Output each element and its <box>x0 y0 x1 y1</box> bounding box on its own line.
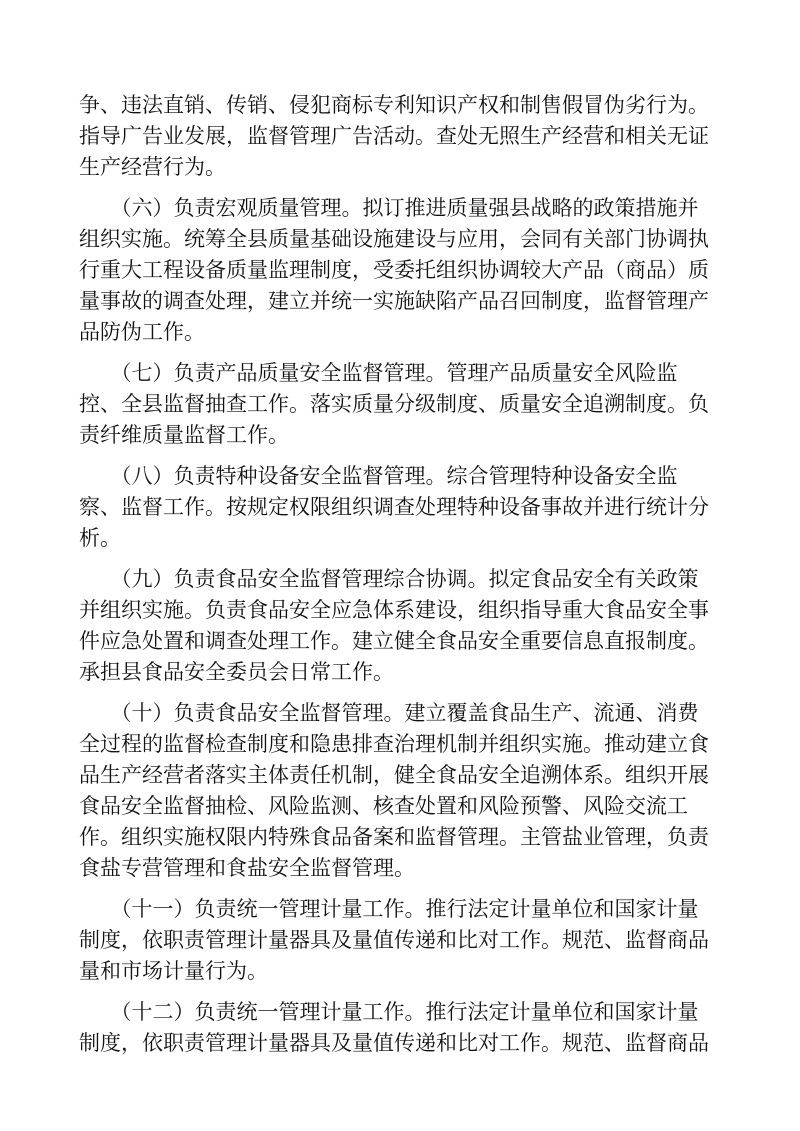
text-line: 责纤维质量监督工作。 <box>79 423 289 447</box>
text-line: （十二）负责统一管理计量工作。推行法定计量单位和国家计量 <box>79 1000 699 1024</box>
text-line: 察、监督工作。按规定权限组织调查处理特种设备事故并进行统计分 <box>79 495 709 519</box>
paragraph-item-10 <box>79 698 724 884</box>
document-body <box>79 90 724 1059</box>
text-line: 争、违法直销、传销、侵犯商标专利知识产权和制售假冒伪劣行为。 <box>79 93 709 117</box>
paragraph-continuation <box>79 90 724 183</box>
text-line: 制度，依职责管理计量器具及量值传递和比对工作。规范、监督商品 <box>79 1031 709 1055</box>
paragraph-item-9 <box>79 564 724 688</box>
text-line: （九）负责食品安全监督管理综合协调。拟定食品安全有关政策 <box>79 567 699 591</box>
text-line: 生产经营行为。 <box>79 155 226 179</box>
text-line: 行重大工程设备质量监理制度，受委托组织协调较大产品（商品）质 <box>79 258 709 282</box>
text-line: 控、全县监督抽查工作。落实质量分级制度、质量安全追溯制度。负 <box>79 392 709 416</box>
text-line: 制度，依职责管理计量器具及量值传递和比对工作。规范、监督商品 <box>79 928 709 952</box>
text-line: 量和市场计量行为。 <box>79 959 268 983</box>
text-line: 承担县食品安全委员会日常工作。 <box>79 660 394 684</box>
text-line: 品防伪工作。 <box>79 320 205 344</box>
text-line: 食品安全监督抽检、风险监测、核查处置和风险预警、风险交流工 <box>79 794 688 818</box>
text-line: （十）负责食品安全监督管理。建立覆盖食品生产、流通、消费 <box>79 701 699 725</box>
text-line: （六）负责宏观质量管理。拟订推进质量强县战略的政策措施并 <box>79 196 699 220</box>
text-line: 作。组织实施权限内特殊食品备案和监督管理。主管盐业管理，负责 <box>79 825 709 849</box>
text-line: 全过程的监督检查制度和隐患排查治理机制并组织实施。推动建立食 <box>79 732 709 756</box>
paragraph-item-8 <box>79 461 724 554</box>
text-line: 件应急处置和调查处理工作。建立健全食品安全重要信息直报制度。 <box>79 629 709 653</box>
text-line: 析。 <box>79 526 121 550</box>
text-line: （七）负责产品质量安全监督管理。管理产品质量安全风险监 <box>79 361 678 385</box>
text-line: 并组织实施。负责食品安全应急体系建设，组织指导重大食品安全事 <box>79 598 709 622</box>
text-line: 食盐专营管理和食盐安全监督管理。 <box>79 856 415 880</box>
text-line: （十一）负责统一管理计量工作。推行法定计量单位和国家计量 <box>79 897 699 921</box>
paragraph-item-7 <box>79 358 724 451</box>
text-line: 指导广告业发展，监督管理广告活动。查处无照生产经营和相关无证 <box>79 124 709 148</box>
text-line: 量事故的调查处理，建立并统一实施缺陷产品召回制度，监督管理产 <box>79 289 709 313</box>
paragraph-item-11 <box>79 894 724 987</box>
text-line: （八）负责特种设备安全监督管理。综合管理特种设备安全监 <box>79 464 678 488</box>
text-line: 品生产经营者落实主体责任机制，健全食品安全追溯体系。组织开展 <box>79 763 709 787</box>
paragraph-item-6 <box>79 193 724 348</box>
text-line: 组织实施。统筹全县质量基础设施建设与应用，会同有关部门协调执 <box>79 227 709 251</box>
paragraph-item-12 <box>79 997 724 1059</box>
